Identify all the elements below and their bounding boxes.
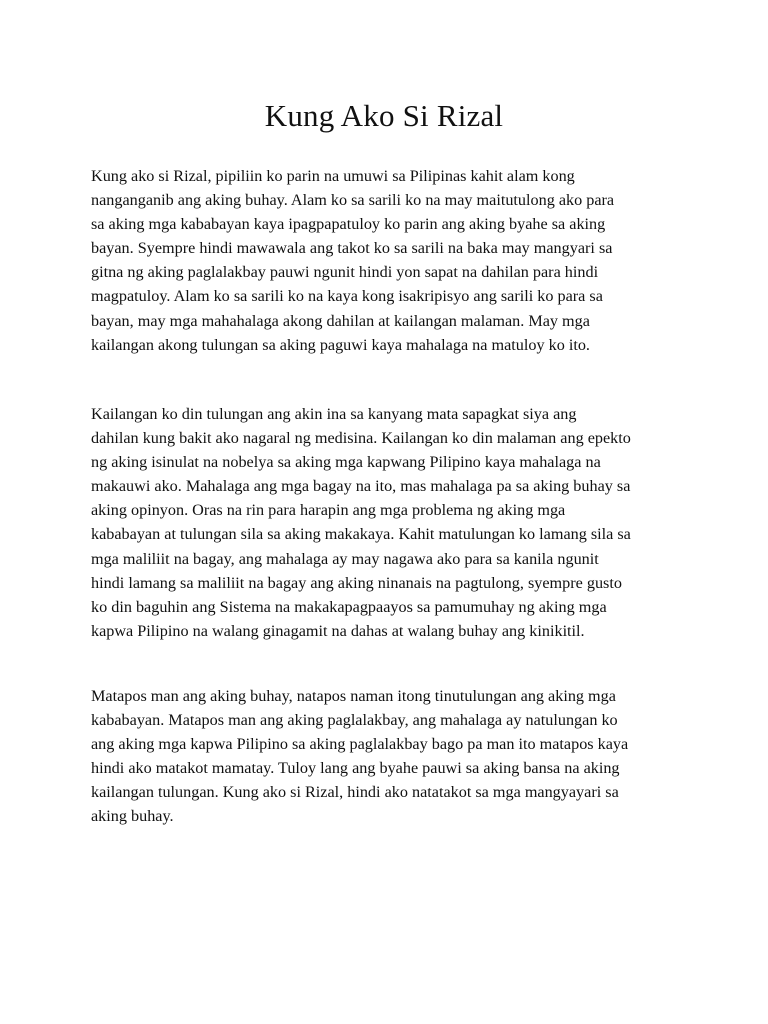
- text-line: makauwi ako. Mahalaga ang mga bagay na ito, mas mahalaga pa sa aking buhay sa: [91, 477, 631, 496]
- text-line: kapwa Pilipino na walang ginagamit na dahas at walang buhay ang kinikitil.: [91, 621, 585, 640]
- text-line: Kung ako si Rizal, pipiliin ko parin na umuwi sa Pilipinas kahit alam kong: [91, 167, 575, 185]
- text-line: gitna ng aking paglalakbay pauwi ngunit hindi yon sapat na dahilan para hindi: [91, 263, 599, 282]
- text-line: aking buhay.: [91, 807, 174, 826]
- text-line: ng aking isinulat na nobelya sa aking mga kapwang Pilipino kaya mahalaga na: [91, 453, 601, 472]
- text-line: ang aking mga kapwa Pilipino sa aking paglalakbay bago pa man ito matapos kaya: [91, 735, 629, 754]
- text-line: bayan. Syempre hindi mawawala ang takot ko sa sarili na baka may mangyari sa: [91, 239, 613, 258]
- text-line: magpatuloy. Alam ko sa sarili ko na kaya kong isakripisyo ang sarili ko para sa: [91, 287, 603, 306]
- text-line: Kailangan ko din tulungan ang akin ina sa kanyang mata sapagkat siya ang: [91, 405, 577, 423]
- paragraph-2: [91, 402, 691, 643]
- document-title: Kung Ako Si Rizal: [264, 98, 504, 133]
- text-line: mga maliliit na bagay, ang mahalaga ay may nagawa ako para sa kanila ngunit: [91, 549, 599, 568]
- text-line: nanganganib ang aking buhay. Alam ko sa sarili ko na may maitutulong ako para: [91, 191, 615, 210]
- text-line: sa aking mga kababayan kaya ipagpapatuloy ko parin ang aking byahe sa aking: [91, 215, 606, 234]
- text-line: Matapos man ang aking buhay, natapos naman itong tinutulungan ang aking mga: [91, 687, 616, 705]
- text-line: aking opinyon. Oras na rin para harapin ang mga problema ng aking mga: [91, 501, 566, 520]
- text-line: hindi lamang sa maliliit na bagay ang aking ninanais na pagtulong, syempre gusto: [91, 573, 622, 592]
- text-line: ko din baguhin ang Sistema na makakapagpaayos sa pamumuhay ng aking mga: [91, 597, 607, 616]
- text-line: kailangan akong tulungan sa aking paguwi kaya mahalaga na matuloy ko ito.: [91, 335, 590, 354]
- text-line: dahilan kung bakit ako nagaral ng medisina. Kailangan ko din malaman ang epekto: [91, 429, 631, 448]
- text-line: kababayan at tulungan sila sa aking makakaya. Kahit matulungan ko lamang sila sa: [91, 525, 631, 544]
- text-line: kababayan. Matapos man ang aking paglalakbay, ang mahalaga ay natulungan ko: [91, 711, 618, 730]
- paragraph-3: [91, 684, 691, 829]
- text-line: hindi ako matakot mamatay. Tuloy lang ang byahe pauwi sa aking bansa na aking: [91, 759, 620, 778]
- text-line: bayan, may mga mahahalaga akong dahilan at kailangan malaman. May mga: [91, 311, 590, 330]
- text-line: kailangan tulungan. Kung ako si Rizal, hindi ako natatakot sa mga mangyayari sa: [91, 783, 619, 802]
- paragraph-1: [91, 164, 691, 357]
